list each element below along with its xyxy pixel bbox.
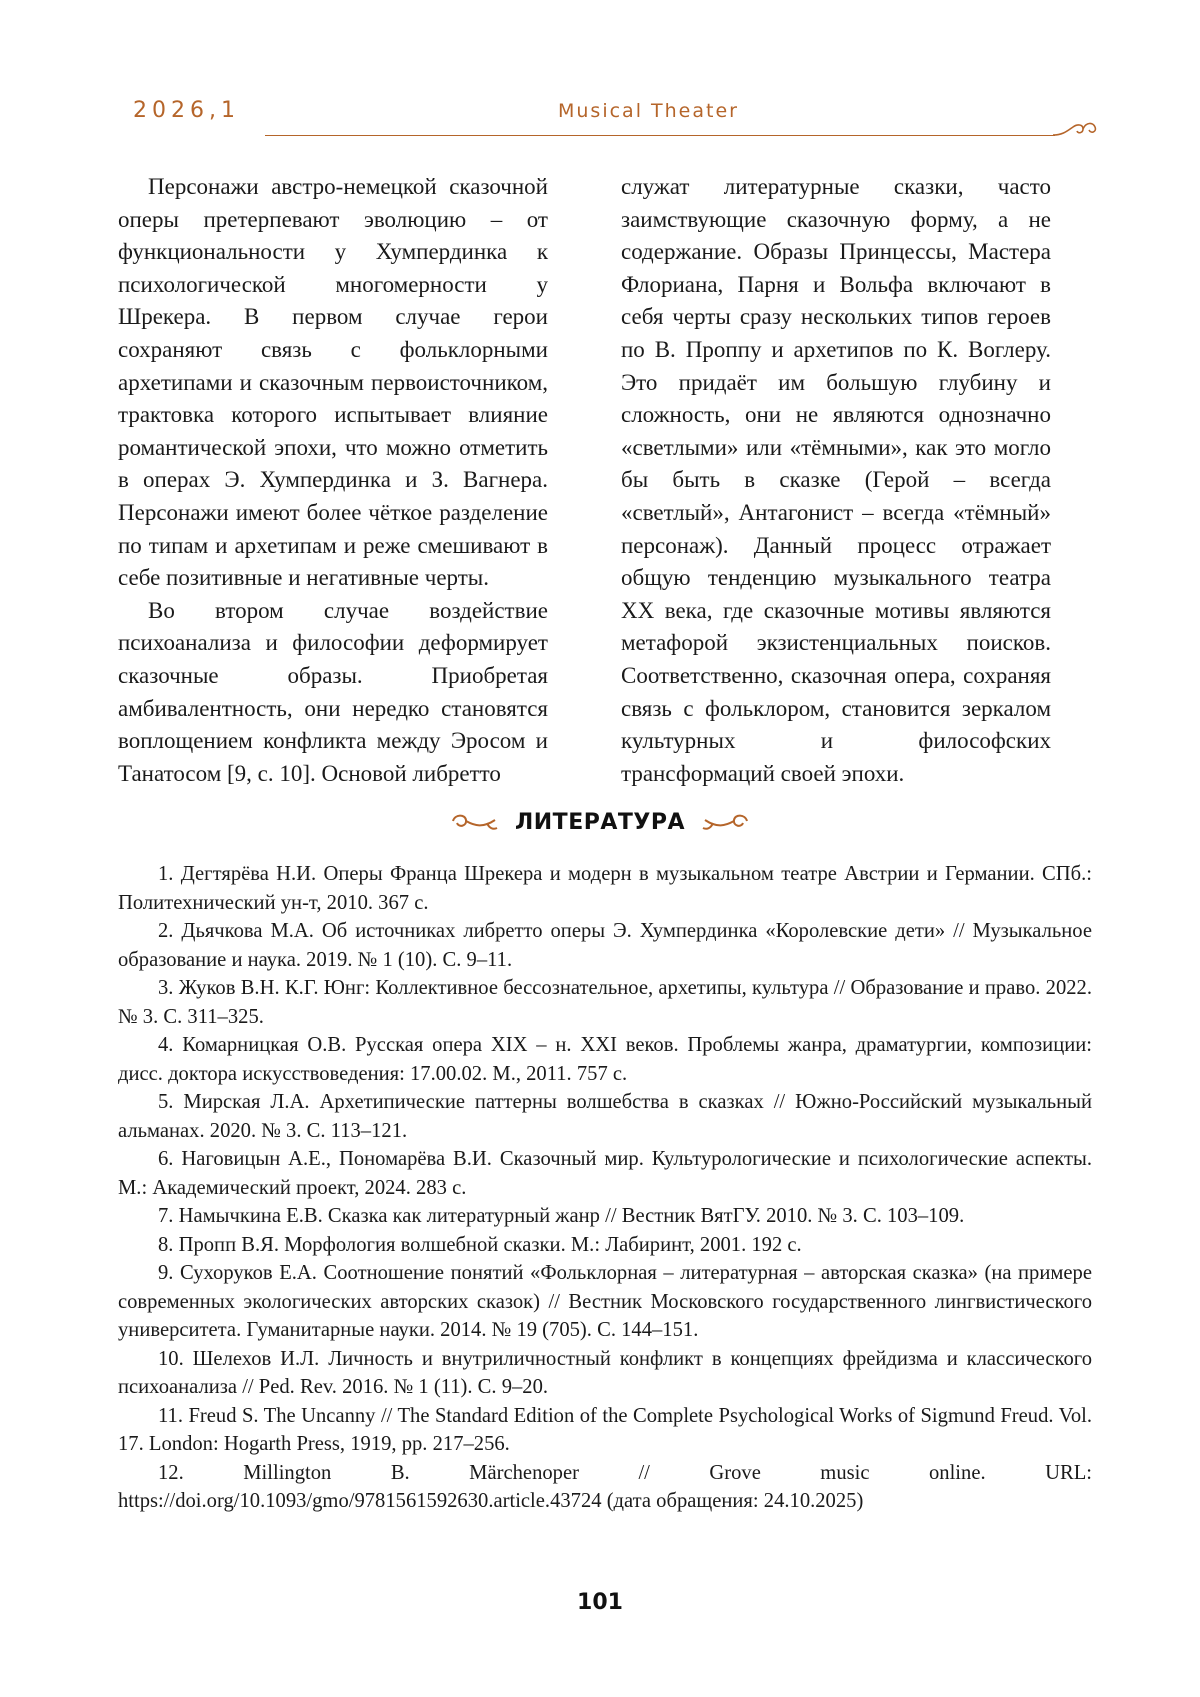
left-swirl-ornament-icon <box>449 812 499 834</box>
reference-item: 1. Дегтярёва Н.И. Оперы Франца Шрекера и модерн в музыкальном театре Австрии и Германии. СПб.: Политехнический ун-т, 2010. 367 с. <box>118 863 1092 914</box>
paragraph: Во втором случае воздействие психоанализа и философии деформирует сказочные образы. Приобретая амбивалентность, они нередко становятся воплощением конфликта между Эросом и Танатосом [9, с. 10]. Основой либретто <box>118 597 548 786</box>
journal-title: Musical Theater <box>558 100 739 122</box>
reference-item: 6. Наговицын А.Е., Пономарёва В.И. Сказочный мир. Культурологические и психологические аспекты. М.: Академический проект, 2024. 283 с. <box>118 1148 1092 1199</box>
reference-item: 7. Намычкина Е.В. Сказка как литературный жанр // Вестник ВятГУ. 2010. № 3. С. 103–109. <box>158 1205 965 1227</box>
issue-number: 2026,1 <box>133 98 240 123</box>
body-column-left <box>118 171 548 790</box>
paragraph: служат литературные сказки, часто заимствующие сказочную форму, а не содержание. Образы Принцессы, Мастера Флориана, Парня и Вольфа включают в себя черты сразу нескольких типов героев по В. Проппу и архетипов по К. Воглеру. Это придаёт им большую глубину и сложность, они не являются однозначно «светлыми» или «тёмными», как это могло бы быть в сказке (Герой – всегда «светлый», Антагонист – всегда «тёмный» персонаж). Данный процесс отражает общую тенденцию музыкального театра XX века, где сказочные мотивы являются метафорой экзистенциальных поисков. Соответственно, сказочная опера, сохраняя связь с фольклором, становится зеркалом культурных и философских трансформаций своей эпохи. <box>621 174 1051 786</box>
header-rule <box>265 135 1055 136</box>
swirl-ornament-icon <box>1053 116 1101 140</box>
reference-item: 11. Freud S. The Uncanny // The Standard Edition of the Complete Psychological Works of Sigmund Freud. Vol. 17. London: Hogarth Press, 1919, pp. 217–256. <box>118 1404 1092 1455</box>
right-swirl-ornament-icon <box>701 812 751 834</box>
reference-item: 8. Пропп В.Я. Морфология волшебной сказки. М.: Лабиринт, 2001. 192 с. <box>158 1233 802 1256</box>
reference-item: 3. Жуков В.Н. К.Г. Юнг: Коллективное бессознательное, архетипы, культура // Образование и право. 2022. № 3. С. 311–325. <box>118 977 1092 1028</box>
body-column-right <box>621 171 1051 790</box>
reference-item: 10. Шелехов И.Л. Личность и внутриличностный конфликт в концепциях фрейдизма и классического психоанализа // Ped. Rev. 2016. № 1 (11). С. 9–20. <box>118 1347 1092 1398</box>
reference-list <box>118 860 1092 1516</box>
reference-item: 4. Комарницкая О.В. Русская опера XIX – н. XXI веков. Проблемы жанра, драматургии, композиции: дисс. доктора искусствоведения: 17.00.02. М., 2011. 757 с. <box>118 1034 1092 1085</box>
literature-heading <box>0 810 1200 835</box>
reference-item: 5. Мирская Л.А. Архетипические паттерны волшебства в сказках // Южно-Российский музыкальный альманах. 2020. № 3. С. 113–121. <box>118 1091 1092 1142</box>
literature-title: ЛИТЕРАТУРА <box>515 810 685 835</box>
page-number: 101 <box>577 1590 623 1615</box>
reference-item: 9. Сухоруков Е.А. Соотношение понятий «Фольклорная – литературная – авторская сказка» (на примере современных экологических авторских сказок) // Вестник Московского государственного лингвистического университета. Гуманитарные науки. 2014. № 19 (705). С. 144–151. <box>118 1262 1092 1341</box>
reference-item: 2. Дьячкова М.А. Об источниках либретто оперы Э. Хумпердинка «Королевские дети» // Музыкальное образование и наука. 2019. № 1 (10). С. 9–11. <box>118 920 1092 971</box>
paragraph: Персонажи австро-немецкой сказочной оперы претерпевают эволюцию – от функциональности у Хумпердинка к психологической многомерности у Шрекера. В первом случае герои сохраняют связь с фольклорными архетипами и сказочным первоисточником, трактовка которого испытывает влияние романтической эпохи, что можно отметить в операх Э. Хумпердинка и З. Вагнера. Персонажи имеют более чёткое разделение по типам и архетипам и реже смешивают в себе позитивные и негативные черты. <box>118 174 548 591</box>
reference-item: 12. Millington B. Märchenoper // Grove music online. URL: https://doi.org/10.1093/gmo/9781561592630.article.43724 (дата обращения: 24.10.2025) <box>118 1461 1092 1512</box>
running-header <box>133 98 1096 138</box>
